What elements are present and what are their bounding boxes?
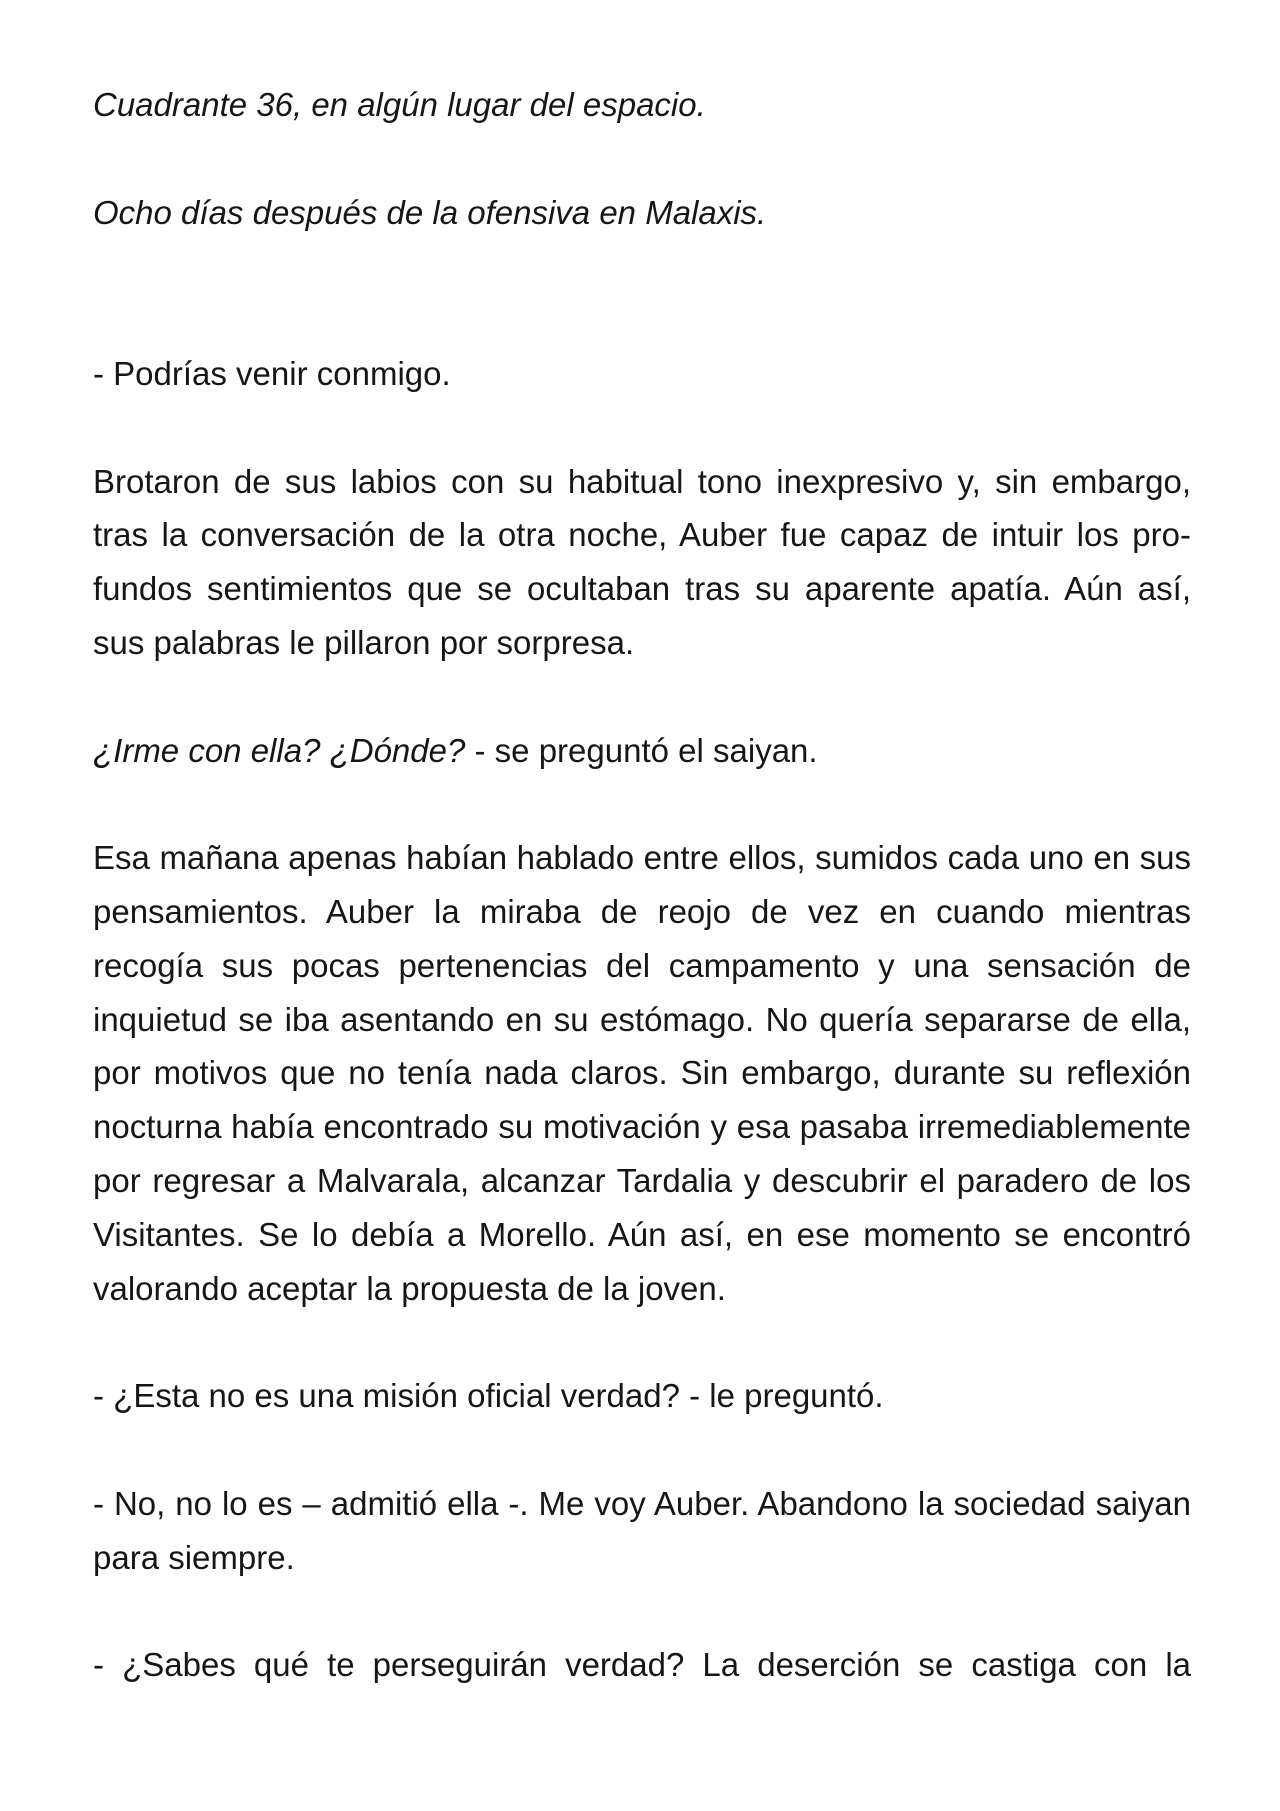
- paragraph-5: - ¿Esta no es una misión oficial verdad? - le preguntó.: [93, 1377, 884, 1415]
- paragraph-3-rest: - se preguntó el saiyan.: [465, 731, 818, 769]
- paragraph-7: - ¿Sabes qué te perseguirán verdad? La deserción se castiga con la: [93, 1646, 1191, 1684]
- paragraph-6: - No, no lo es – admitió ella -. Me voy Auber. Abandono la sociedad saiyan para siempre.: [93, 1484, 1191, 1576]
- paragraph-1: - Podrías venir conmigo.: [93, 354, 451, 392]
- inner-thought: ¿Irme con ella? ¿Dónde?: [93, 731, 466, 769]
- paragraph-3: [93, 724, 1191, 778]
- document-page: [93, 78, 1191, 1692]
- paragraph-4: Esa mañana apenas habían hablado entre ellos, sumidos cada uno en sus pensamientos. Auber la miraba de reojo de vez en cuando mientras recogía sus pocas pertenencias del campamento y una sensación de inquietud se iba asentando en su estómago. No quería separarse de ella, por motivos que no tenía nada claros. Sin embargo, durante su reflexión nocturna había encontrado su motivación y esa pasaba irremediablemente por regresar a Malvarala, alcanzar Tardalia y descubrir el paradero de los Visitantes. Se lo debía a Morello. Aún así, en ese momento se encontró valorando aceptar la propuesta de la joven.: [93, 839, 1191, 1307]
- location-line: Cuadrante 36, en algún lugar del espacio.: [93, 86, 706, 123]
- time-line: Ocho días después de la ofensiva en Malaxis.: [93, 193, 767, 231]
- paragraph-2: Brotaron de sus labios con su habitual tono inexpresivo y, sin embargo, tras la conversación de la otra noche, Auber fue capaz de intuir los profundos sentimientos que se ocultaban tras su aparente apatía. Aún así, sus palabras le pillaron por sorpresa.: [93, 462, 1191, 661]
